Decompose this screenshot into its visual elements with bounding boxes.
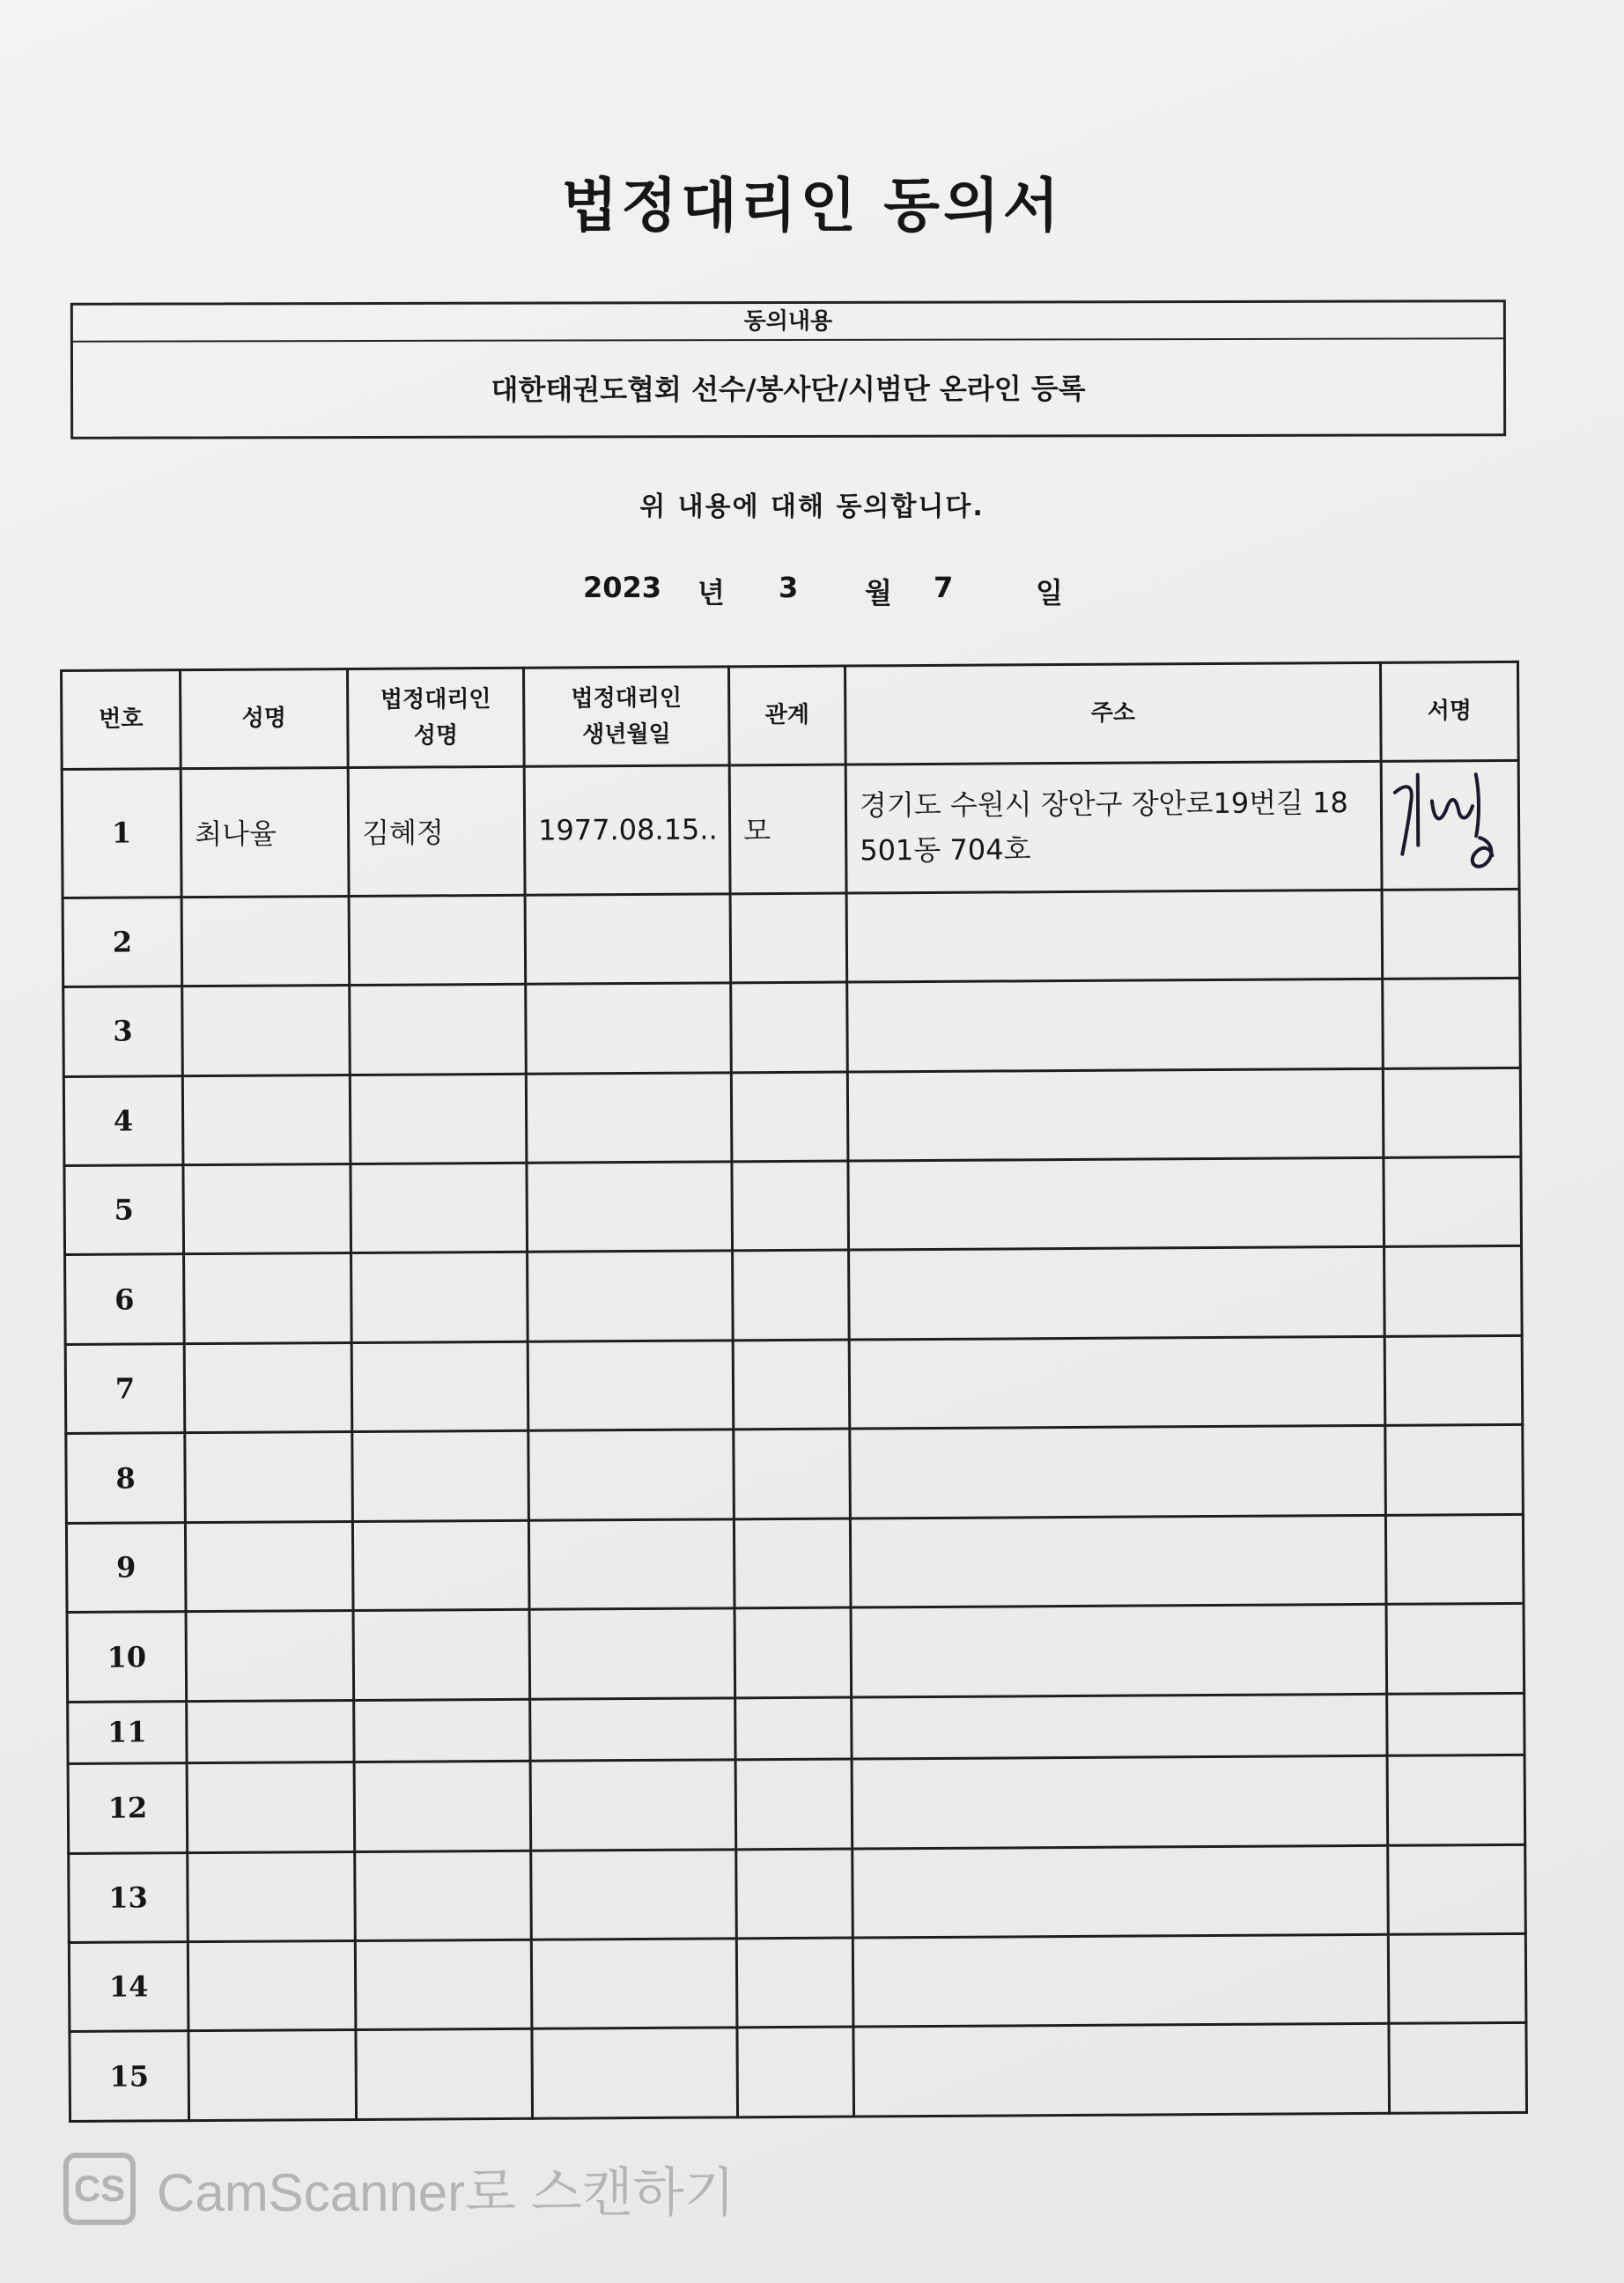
row-number: 6 xyxy=(65,1254,185,1344)
row-number: 13 xyxy=(69,1852,188,1942)
table-row xyxy=(64,1156,1522,1255)
header-address: 주소 xyxy=(845,662,1381,765)
address-line1: 경기도 수원시 장안구 장안로19번길 18 xyxy=(859,786,1348,823)
table-row xyxy=(68,1693,1524,1763)
header-guardian-birth-line2: 생년월일 xyxy=(582,720,671,748)
row-number: 8 xyxy=(66,1433,186,1523)
table-row xyxy=(63,978,1521,1076)
table-row xyxy=(62,760,1519,898)
signature-cell xyxy=(1381,760,1519,890)
date-day-unit: 일 xyxy=(1036,576,1063,610)
row-number: 15 xyxy=(70,2031,189,2121)
date-month: 3 xyxy=(779,571,799,604)
header-guardian-name-line2: 성명 xyxy=(413,721,459,750)
table-row xyxy=(69,1933,1526,2032)
guardian-relation: 모 xyxy=(729,765,846,893)
header-no: 번호 xyxy=(62,670,181,770)
header-relation: 관계 xyxy=(728,666,845,765)
table-row xyxy=(66,1514,1524,1613)
header-name: 성명 xyxy=(181,669,349,769)
row-number: 9 xyxy=(66,1522,186,1612)
row-number: 1 xyxy=(62,769,181,898)
handwritten-signature xyxy=(1388,757,1503,881)
row-number: 7 xyxy=(65,1344,185,1434)
address xyxy=(845,761,1382,892)
date-year: 2023 xyxy=(583,571,662,604)
table-row xyxy=(65,1246,1523,1345)
watermark-text: CamScanner로 스캔하기 xyxy=(157,2163,735,2222)
row-number: 5 xyxy=(64,1165,184,1255)
camscanner-watermark xyxy=(63,2149,735,2228)
row-number: 11 xyxy=(68,1701,187,1763)
agree-statement: 위 내용에 대해 동의합니다. xyxy=(639,491,985,522)
date-year-unit: 년 xyxy=(698,576,725,610)
table-header-row xyxy=(62,661,1519,769)
child-name: 최나율 xyxy=(181,768,349,898)
consent-header: 동의내용 xyxy=(73,302,1503,342)
consent-body: 대한태권도협회 선수/봉사단/시범단 온라인 등록 xyxy=(491,372,1086,407)
header-guardian-name-line1: 법정대리인 xyxy=(380,686,491,713)
table-row xyxy=(68,1755,1525,1853)
address-line2: 501동 704호 xyxy=(860,832,1031,868)
row-number: 4 xyxy=(63,1075,183,1165)
row-number: 10 xyxy=(67,1612,187,1702)
table-row xyxy=(70,2023,1527,2122)
table-row xyxy=(65,1335,1523,1434)
table-row xyxy=(63,1068,1521,1166)
header-guardian-name xyxy=(348,668,525,767)
header-guardian-birth xyxy=(523,667,729,766)
registration-table xyxy=(60,661,1528,2123)
date-month-unit: 월 xyxy=(865,576,892,610)
row-number: 3 xyxy=(63,986,183,1076)
camscanner-logo-icon: CS xyxy=(63,2153,136,2225)
guardian-birthdate: 1977.08.15.. xyxy=(524,765,730,895)
document-title: 법정대리인 동의서 xyxy=(561,171,1063,240)
date-day: 7 xyxy=(934,571,954,604)
row-number: 12 xyxy=(68,1763,188,1853)
table-row xyxy=(63,889,1520,987)
header-signature: 서명 xyxy=(1380,661,1518,761)
table-row xyxy=(66,1425,1524,1524)
guardian-name: 김혜정 xyxy=(348,766,525,896)
row-number: 2 xyxy=(63,897,182,986)
table-row xyxy=(69,1844,1526,1943)
table-row xyxy=(67,1604,1524,1703)
header-guardian-birth-line1: 법정대리인 xyxy=(571,684,683,713)
row-number: 14 xyxy=(69,1942,188,2032)
consent-box xyxy=(70,299,1506,439)
